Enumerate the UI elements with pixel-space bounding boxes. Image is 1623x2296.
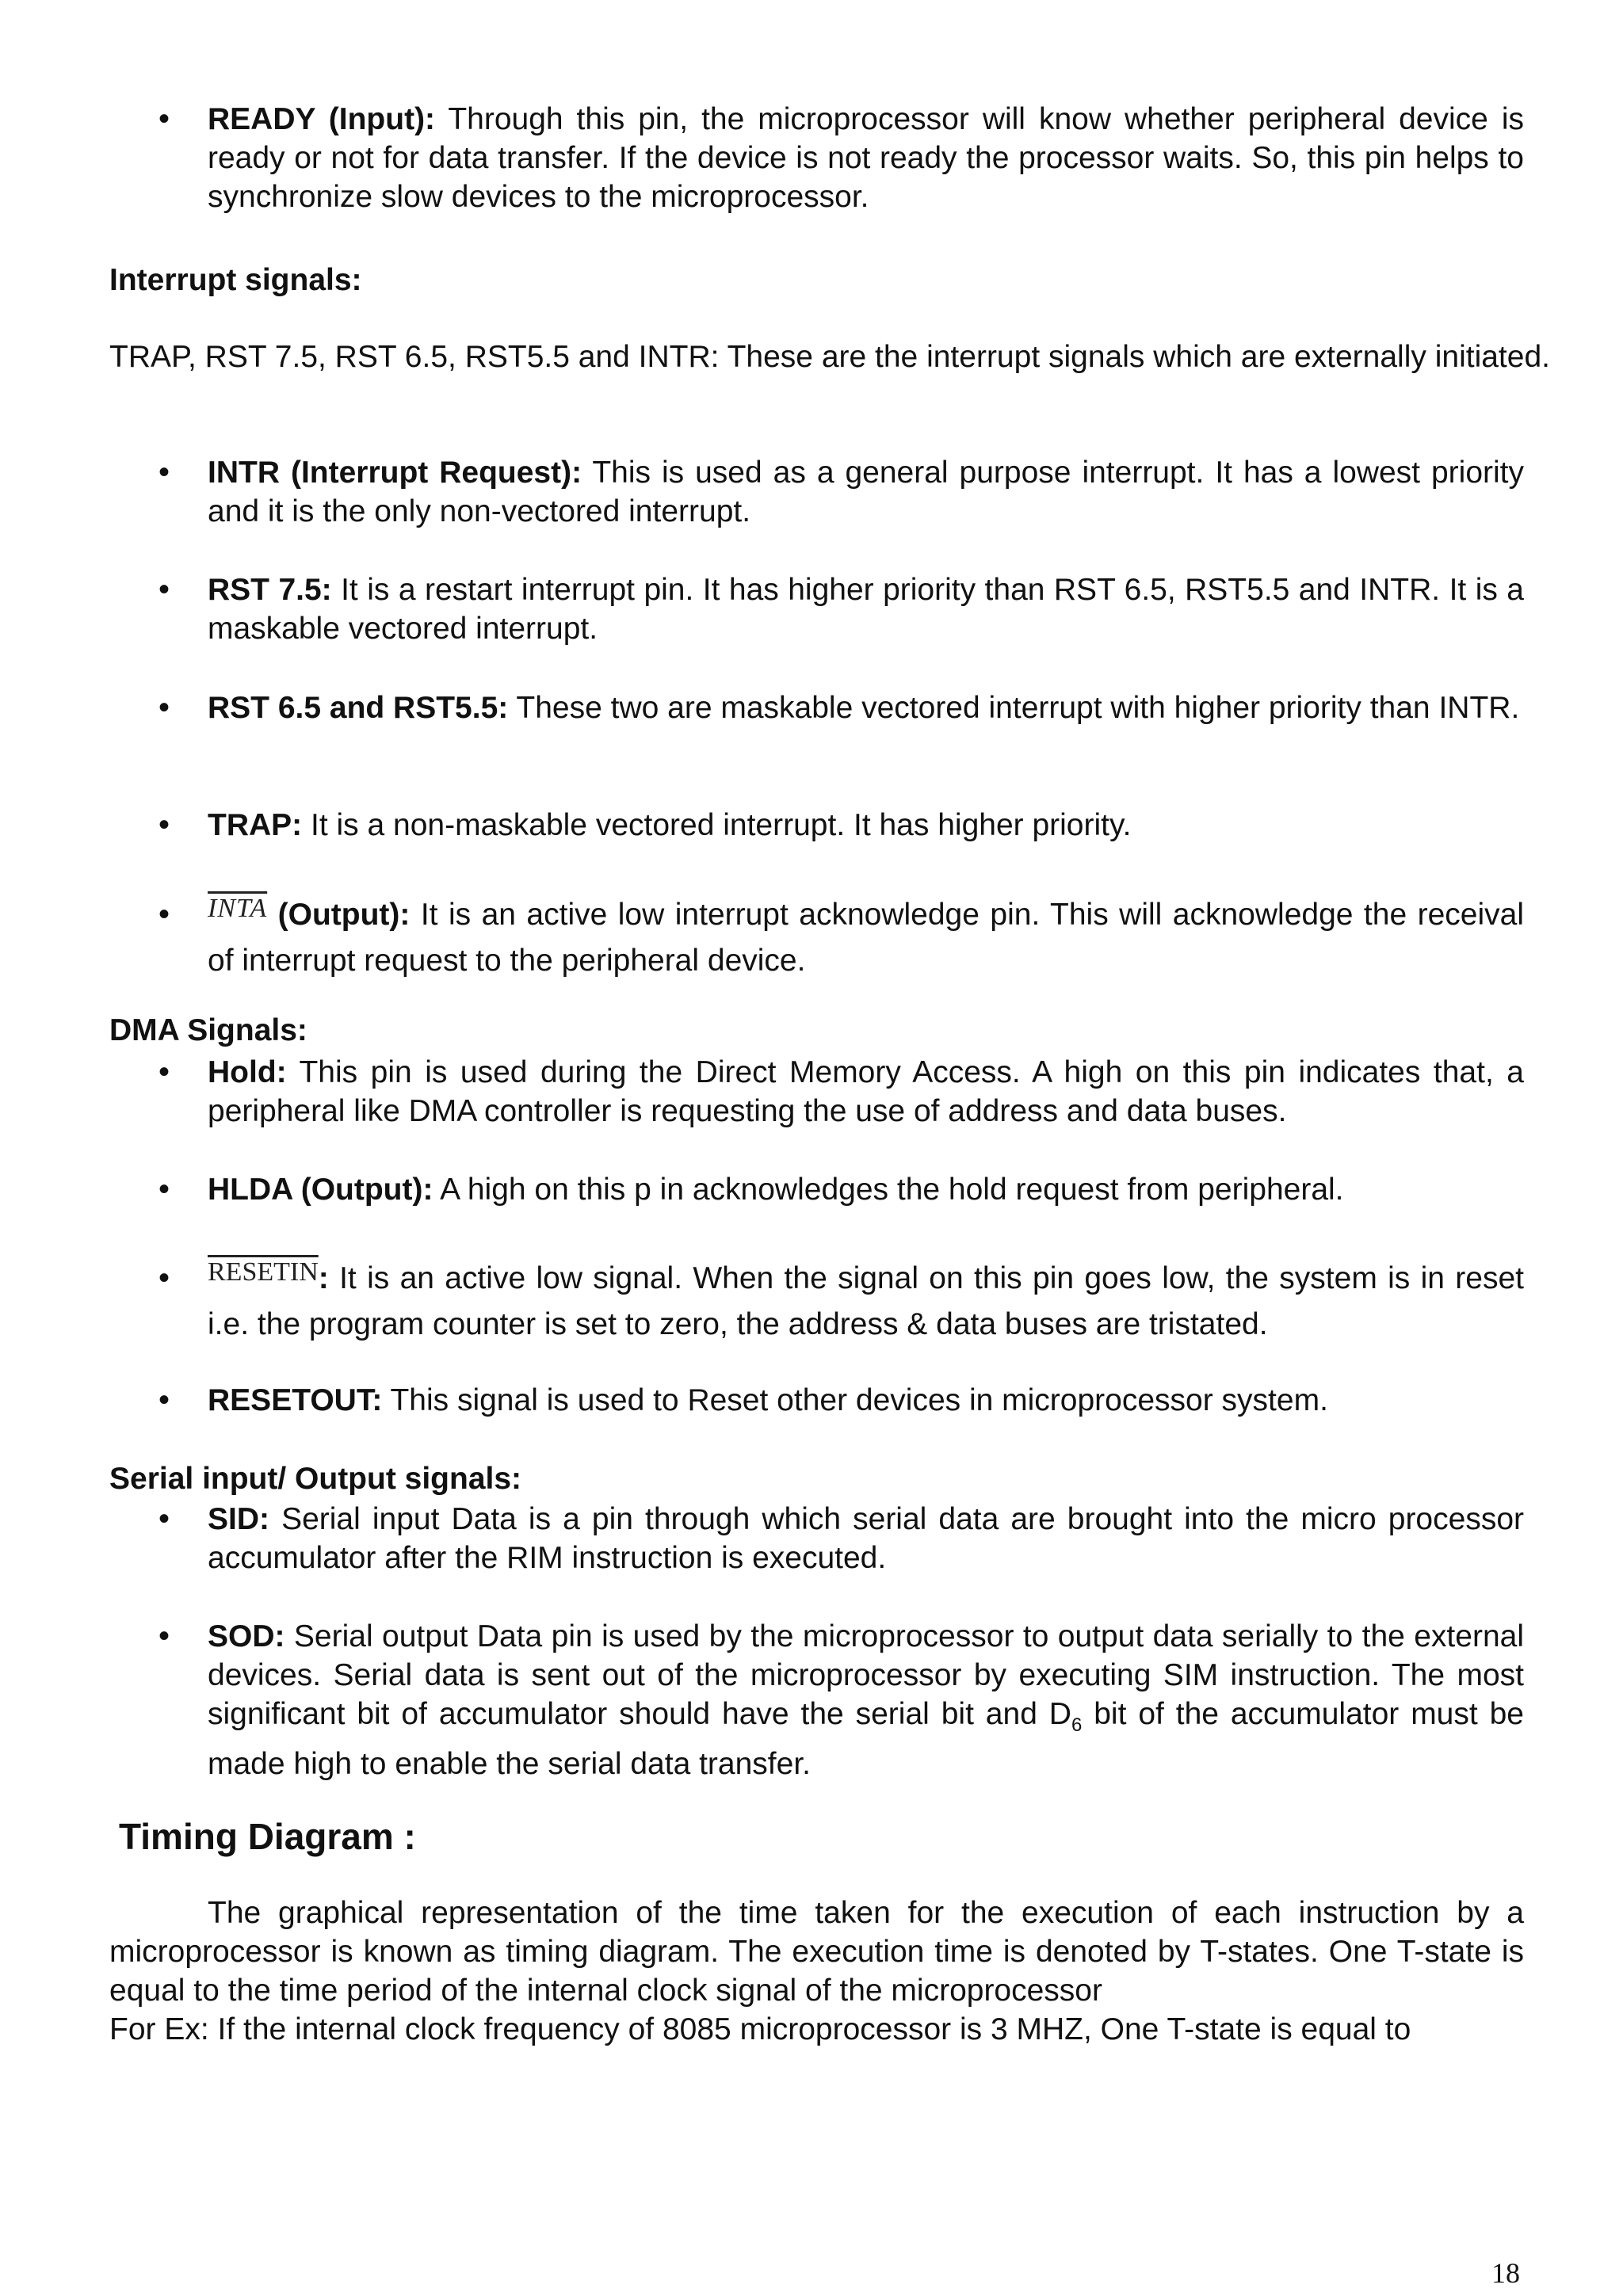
inta-item — [208, 886, 1524, 984]
sid-label: SID: — [208, 1502, 269, 1536]
ready-label: READY (Input): — [208, 102, 436, 136]
hold-text: This pin is used during the Direct Memory Access. A high on this pin indicates that, a peripheral like DMA controller is requesting the use of address and data buses. — [208, 1055, 1524, 1128]
serial-heading: Serial input/ Output signals: — [109, 1462, 522, 1496]
hold-item — [208, 1053, 1524, 1131]
sod-item — [208, 1617, 1524, 1783]
ready-item — [208, 100, 1524, 216]
rst75-text: It is a restart interrupt pin. It has higher priority than RST 6.5, RST5.5 and INTR. It is a maskable vectored interrupt. — [208, 573, 1524, 646]
trap-label: TRAP: — [208, 808, 303, 842]
bullet — [158, 895, 182, 934]
inta-label: (Output): — [267, 898, 411, 932]
resetin-label: : — [318, 1261, 329, 1295]
timing-paragraph — [109, 1894, 1524, 2010]
rst65-label: RST 6.5 and RST5.5: — [208, 691, 509, 725]
hlda-label: HLDA (Output): — [208, 1173, 433, 1207]
bullet — [158, 688, 182, 727]
inta-text: It is an active low interrupt acknowledge pin. This will acknowledge the receival of interrupt request to the peripheral device. — [208, 898, 1524, 978]
interrupt-heading: Interrupt signals: — [109, 263, 362, 297]
hold-label: Hold: — [208, 1055, 287, 1089]
bullet — [158, 100, 182, 139]
bullet — [158, 1259, 182, 1298]
ready-text: Through this pin, the microprocessor will know whether peripheral device is ready or not for data transfer. If the device is not ready the processor waits. So, this pin helps to synchronize slow devices to the microprocessor. — [208, 102, 1524, 214]
intr-label: INTR (Interrupt Request): — [208, 456, 582, 490]
timing-example: For Ex: If the internal clock frequency of 8085 microprocessor is 3 MHZ, One T-state is equal to — [109, 2012, 1411, 2046]
sid-item — [208, 1500, 1524, 1577]
bullet — [158, 1617, 182, 1656]
intr-item — [208, 453, 1524, 531]
bullet — [158, 453, 182, 492]
timing-heading: Timing Diagram : — [119, 1816, 416, 1857]
rst75-item — [208, 570, 1524, 648]
sod-label: SOD: — [208, 1619, 285, 1653]
page-number: 18 — [1491, 2257, 1520, 2289]
hlda-item — [208, 1170, 1524, 1209]
resetin-item — [208, 1249, 1524, 1348]
resetout-item — [208, 1381, 1524, 1420]
bullet — [158, 1170, 182, 1209]
dma-heading: DMA Signals: — [109, 1013, 307, 1047]
intr-text: This is used as a general purpose interrupt. It has a lowest priority and it is the only non-vectored interrupt. — [208, 456, 1524, 528]
resetout-label: RESETOUT: — [208, 1383, 383, 1417]
bullet — [158, 570, 182, 609]
sid-text: Serial input Data is a pin through which serial data are brought into the micro processor accumulator after the RIM instruction is executed. — [208, 1502, 1524, 1575]
rst75-label: RST 7.5: — [208, 573, 332, 607]
rst65-item — [208, 688, 1524, 727]
hlda-text: A high on this p in acknowledges the hold request from peripheral. — [433, 1173, 1344, 1207]
bullet — [158, 1381, 182, 1420]
resetout-text: This signal is used to Reset other devices in microprocessor system. — [382, 1383, 1328, 1417]
resetin-text: It is an active low signal. When the signal on this pin goes low, the system is in reset i.e. the program counter is set to zero, the address & data buses are tristated. — [208, 1261, 1524, 1341]
bullet — [158, 806, 182, 845]
interrupt-intro: TRAP, RST 7.5, RST 6.5, RST5.5 and INTR: These are the interrupt signals which are externally initiated. — [109, 340, 1550, 374]
sod-text-b: bit of the accumulator must be made high to enable the serial data transfer. — [208, 1697, 1524, 1781]
rst65-text: These two are maskable vectored interrupt with higher priority than INTR. — [508, 691, 1520, 725]
inta-symbol: INTA — [208, 894, 268, 923]
resetin-symbol: RESETIN — [208, 1257, 319, 1287]
sod-text-a: Serial output Data pin is used by the microprocessor to output data serially to the external devices. Serial data is sent out of the microprocessor by executing SIM instruction. The most significant bit of accumulator should have the serial bit and D — [208, 1619, 1524, 1731]
trap-item — [208, 806, 1524, 845]
trap-text: It is a non-maskable vectored interrupt. It has higher priority. — [302, 808, 1132, 842]
bullet — [158, 1500, 182, 1539]
timing-para-text: The graphical representation of the time taken for the execution of each instruction by a microprocessor is known as timing diagram. The execution time is denoted by T-states. One T-state is equal to the time period of the internal clock signal of the microprocessor — [109, 1896, 1524, 2008]
sod-subscript: 6 — [1071, 1714, 1083, 1736]
bullet — [158, 1053, 182, 1092]
